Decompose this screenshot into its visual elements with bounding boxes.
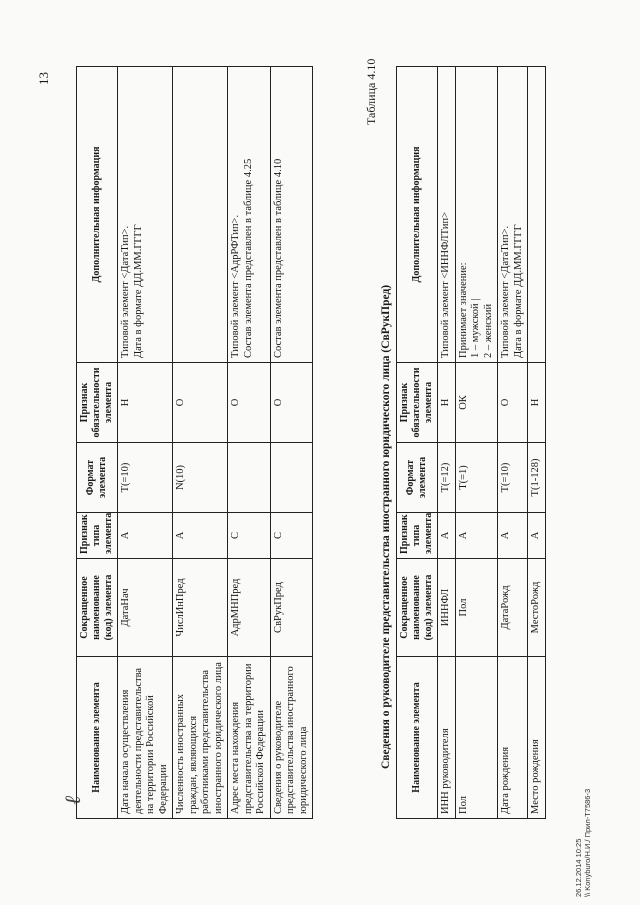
- cell-required-flag: О: [270, 363, 313, 443]
- cell-format: T(=10): [118, 443, 173, 513]
- cell-short-name: Пол: [455, 559, 498, 657]
- cell-type-flag: А: [118, 513, 173, 559]
- cell-additional-info: Состав элемента представлен в таблице 4.10: [270, 67, 313, 363]
- cell-type-flag: А: [498, 513, 528, 559]
- table-header-row: [397, 67, 438, 819]
- print-timestamp: 26.12.2014 10:25: [574, 838, 583, 897]
- header-required-flag: Признак обязательности элемента: [77, 363, 118, 443]
- table-title: Сведения о руководителе представительства иностранного юридического лица (СвРукПред): [380, 284, 392, 769]
- print-path: \\ Konyburo/Н.И./ Прил-Т7586-3: [583, 788, 592, 897]
- page-number: 13: [36, 72, 51, 85]
- table-row: [173, 67, 228, 819]
- cell-element-name: Дата начала осуществления деятельности представительства на территории Российской Федерации: [118, 657, 173, 819]
- cell-type-flag: С: [228, 513, 271, 559]
- cell-required-flag: Н: [438, 363, 456, 443]
- header-additional-info: Дополнительная информация: [77, 67, 118, 363]
- cell-element-name: Место рождения: [528, 657, 546, 819]
- header-additional-info: Дополнительная информация: [397, 67, 438, 363]
- table-row: [498, 67, 528, 819]
- table-head-info: [396, 66, 546, 819]
- cell-additional-info: [173, 67, 228, 363]
- cell-additional-info: Принимает значение: 1 – мужской | 2 – женский: [455, 67, 498, 363]
- cell-required-flag: Н: [118, 363, 173, 443]
- header-required-flag: Признак обязательности элемента: [397, 363, 438, 443]
- cell-short-name: АдрМНПред: [228, 559, 271, 657]
- cell-element-name: ИНН руководителя: [438, 657, 456, 819]
- cell-format: T(=10): [498, 443, 528, 513]
- cell-type-flag: А: [528, 513, 546, 559]
- handwritten-mark: ℓ: [60, 795, 85, 805]
- cell-additional-info: Типовой элемент <ДатаТип>. Дата в формате ДД.ММ.ГГГГ: [118, 67, 173, 363]
- cell-element-name: Сведения о руководителе представительства иностранного юридического лица: [270, 657, 313, 819]
- header-short-name: Сокращенное наименование (код) элемента: [77, 559, 118, 657]
- cell-type-flag: А: [455, 513, 498, 559]
- cell-required-flag: О: [173, 363, 228, 443]
- cell-additional-info: [528, 67, 546, 363]
- cell-short-name: ИННФЛ: [438, 559, 456, 657]
- header-format: Формат элемента: [397, 443, 438, 513]
- cell-element-name: Пол: [455, 657, 498, 819]
- header-type-flag: Признак типа элемента: [77, 513, 118, 559]
- header-format: Формат элемента: [77, 443, 118, 513]
- table-row: [270, 67, 313, 819]
- cell-required-flag: О: [228, 363, 271, 443]
- header-short-name: Сокращенное наименование (код) элемента: [397, 559, 438, 657]
- cell-element-name: Дата рождения: [498, 657, 528, 819]
- table-row: [438, 67, 456, 819]
- cell-type-flag: А: [438, 513, 456, 559]
- cell-additional-info: Типовой элемент <ДатаТип>. Дата в формате ДД.ММ.ГГГГ: [498, 67, 528, 363]
- cell-type-flag: С: [270, 513, 313, 559]
- table-continuation: [76, 66, 313, 819]
- cell-required-flag: Н: [528, 363, 546, 443]
- cell-type-flag: А: [173, 513, 228, 559]
- cell-format: T(=1): [455, 443, 498, 513]
- cell-additional-info: Типовой элемент <АдрРФТип>. Состав элемента представлен в таблице 4.25: [228, 67, 271, 363]
- cell-short-name: СвРукПред: [270, 559, 313, 657]
- table-number: Таблица 4.10: [364, 58, 378, 125]
- table-row: [228, 67, 271, 819]
- cell-format: T(=12): [438, 443, 456, 513]
- cell-format: T(1-128): [528, 443, 546, 513]
- cell-format: N(10): [173, 443, 228, 513]
- cell-required-flag: ОК: [455, 363, 498, 443]
- table-row: [118, 67, 173, 819]
- table-row: [528, 67, 546, 819]
- cell-short-name: МестоРожд: [528, 559, 546, 657]
- cell-short-name: ДатаРожд: [498, 559, 528, 657]
- cell-element-name: Численность иностранных граждан, являющихся работниками представительства иностранного юридического лица: [173, 657, 228, 819]
- cell-format: [228, 443, 271, 513]
- table-row: [455, 67, 498, 819]
- cell-additional-info: Типовой элемент <ИННФЛТип>: [438, 67, 456, 363]
- print-footer: [574, 789, 592, 897]
- header-type-flag: Признак типа элемента: [397, 513, 438, 559]
- header-element-name: Наименование элемента: [77, 657, 118, 819]
- cell-short-name: ЧислИнПред: [173, 559, 228, 657]
- cell-format: [270, 443, 313, 513]
- cell-required-flag: О: [498, 363, 528, 443]
- cell-short-name: ДатаНач: [118, 559, 173, 657]
- table-header-row: [77, 67, 118, 819]
- header-element-name: Наименование элемента: [397, 657, 438, 819]
- cell-element-name: Адрес места нахождения представительства на территории Российской Федерации: [228, 657, 271, 819]
